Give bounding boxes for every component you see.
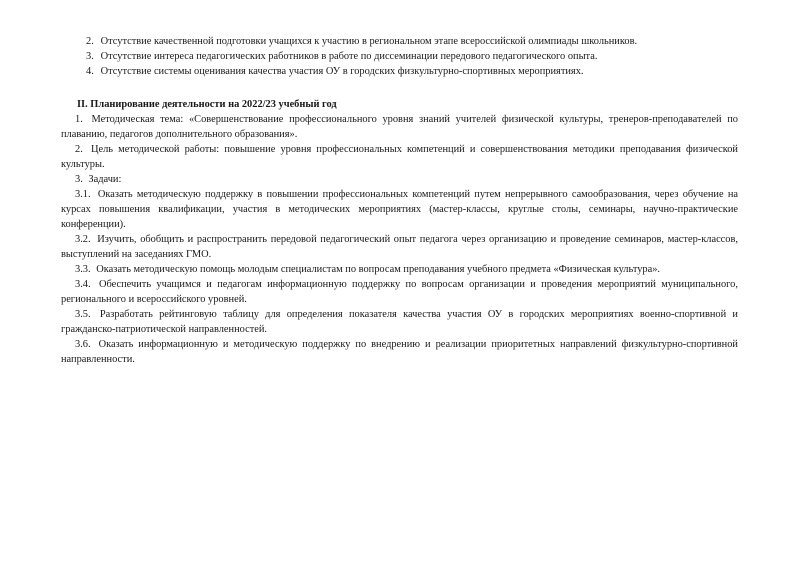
problem-number: 3.	[86, 51, 94, 62]
paragraph-number: 2.	[75, 144, 83, 155]
paragraph-number: 3.2.	[75, 234, 91, 245]
problem-item	[86, 64, 738, 79]
plan-paragraph	[61, 112, 738, 142]
plan-paragraph	[61, 142, 738, 172]
paragraph-number: 3.	[75, 174, 83, 185]
paragraph-number: 3.6.	[75, 339, 91, 350]
problem-number: 2.	[86, 36, 94, 47]
paragraph-number: 3.4.	[75, 279, 91, 290]
paragraph-number: 3.1.	[75, 189, 91, 200]
paragraph-text: Оказать методическую помощь молодым специалистам по вопросам преподавания учебного предмета «Физическая культура».	[96, 264, 661, 275]
paragraph-text: Изучить, обобщить и распространить передовой педагогический опыт педагога через организацию и проведение семинаров, мастер-классов, выступлений на заседаниях ГМО.	[61, 234, 738, 260]
paragraph-number: 3.3.	[75, 264, 91, 275]
paragraph-text: Задачи:	[88, 174, 122, 185]
plan-paragraph	[61, 277, 738, 307]
paragraph-number: 1.	[75, 114, 83, 125]
paragraph-text: Обеспечить учащимся и педагогам информационную поддержку по вопросам организации и проведения мероприятий муниципального, регионального и всероссийского уровней.	[61, 279, 738, 305]
plan-paragraph	[61, 337, 738, 367]
plan-paragraph	[61, 232, 738, 262]
plan-paragraph	[61, 307, 738, 337]
paragraph-text: Оказать методическую поддержку в повышении профессиональных компетенций путем непрерывного самообразования, через обучение на курсах повышения квалификации, участия в методических мероприятиях (мастер-классы, круглые столы, семинары, научно-практические конференции).	[61, 189, 738, 230]
problem-text: Отсутствие интереса педагогических работников в работе по диссеминации передового педагогического опыта.	[100, 51, 598, 62]
paragraph-text: Разработать рейтинговую таблицу для определения показателя качества участия ОУ в городских мероприятиях военно-спортивной и гражданско-патриотической направленностей.	[61, 309, 738, 335]
plan-paragraph	[61, 262, 738, 277]
paragraph-number: 3.5.	[75, 309, 91, 320]
paragraph-text: Цель методической работы: повышение уровня профессиональных компетенций и совершенствования методики преподавания физической культуры.	[61, 144, 738, 170]
section-title: II. Планирование деятельности на 2022/23 учебный год	[77, 99, 337, 110]
problem-item	[86, 49, 738, 64]
problem-item	[86, 34, 738, 49]
plan-paragraph	[61, 187, 738, 232]
problem-text: Отсутствие качественной подготовки учащихся к участию в региональном этапе всероссийской олимпиады школьников.	[100, 36, 638, 47]
paragraph-text: Оказать информационную и методическую поддержку по внедрению и реализации приоритетных направлений физкультурно-спортивной направленности.	[61, 339, 738, 365]
plan-paragraph	[61, 172, 738, 187]
document-content	[61, 34, 738, 367]
paragraph-text: Методическая тема: «Совершенствование профессионального уровня знаний учителей физической культуры, тренеров-преподавателей по плаванию, педагогов дополнительного образования».	[61, 114, 738, 140]
problem-text: Отсутствие системы оценивания качества участия ОУ в городских физкультурно-спортивных мероприятиях.	[100, 66, 584, 77]
problem-number: 4.	[86, 66, 94, 77]
